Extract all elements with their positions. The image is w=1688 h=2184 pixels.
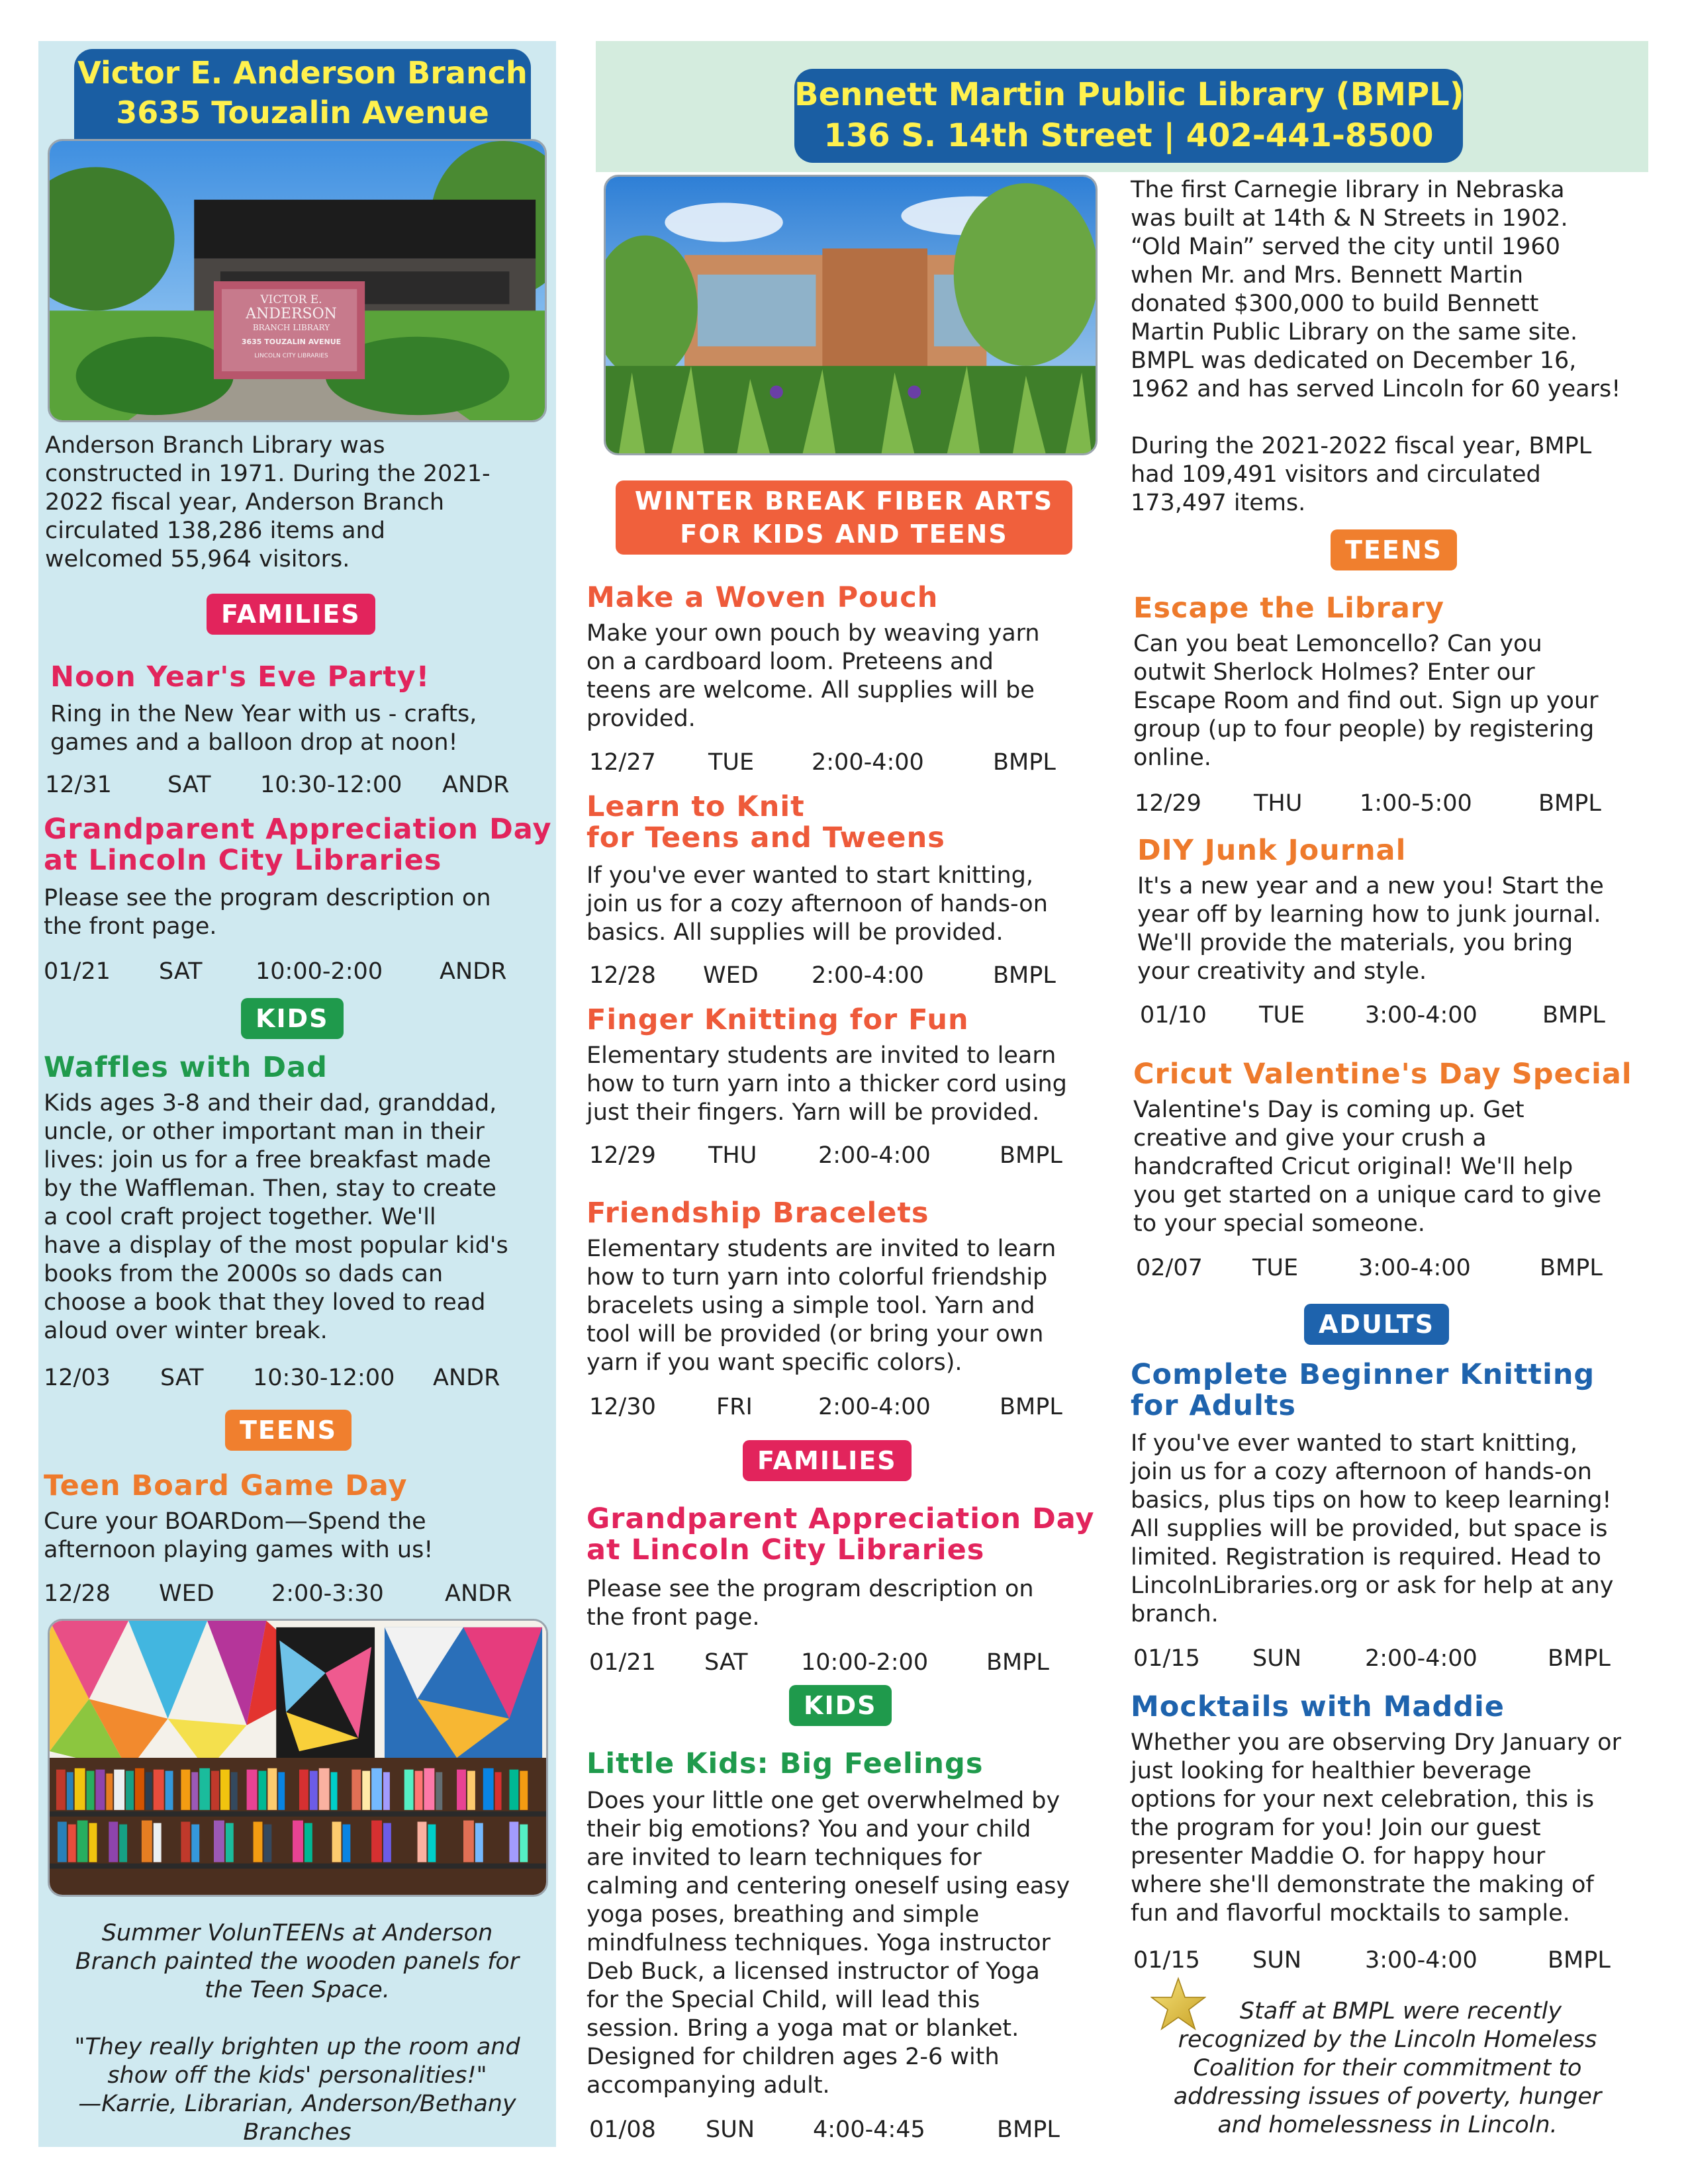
- event-title: Make a Woven Pouch: [586, 581, 939, 614]
- event-schedule: 12/29 THU 1:00-5:00 BMPL: [1135, 790, 1601, 817]
- event-description: Please see the program description on the front page.: [44, 885, 491, 940]
- bmpl-families-tag: FAMILIES: [743, 1440, 912, 1481]
- winter-break-tag: WINTER BREAK FIBER ARTS FOR KIDS AND TEENS: [616, 480, 1072, 555]
- event-description: If you've ever wanted to start knitting, join us for a cozy afternoon of hands-on basics, plus tips on how to keep learning! All supplies will be provided, but space is limited. Registration is required. Head to LincolnLibraries.org or ask for help at any branch.: [1131, 1430, 1614, 1627]
- bmpl-teens-tag: TEENS: [1331, 529, 1457, 570]
- event-schedule: 12/03 SAT 10:30-12:00 ANDR: [44, 1365, 500, 1391]
- event-description: Cure your BOARDom—Spend the afternoon playing games with us!: [44, 1508, 434, 1563]
- event-schedule: 01/21 SAT 10:00-2:00 BMPL: [589, 1649, 1049, 1676]
- anderson-kids-tag: KIDS: [241, 998, 344, 1039]
- event-title: Noon Year's Eve Party!: [50, 660, 430, 694]
- anderson-header: Victor E. Anderson Branch 3635 Touzalin Avenue: [74, 49, 531, 177]
- bmpl-header: Bennett Martin Public Library (BMPL) 136 S. 14th Street | 402-441-8500: [794, 69, 1463, 163]
- event-title: Finger Knitting for Fun: [586, 1003, 969, 1036]
- event-description: Kids ages 3-8 and their dad, granddad, uncle, or other important man in their lives: join us for a free breakfast made by the Waffleman. Then, stay to create a cool craft project together. We'll have a display of the most popular kid's books from the 2000s so dads can choose a book that they loved to read aloud over winter break.: [44, 1090, 508, 1344]
- event-title: Grandparent Appreciation Day at Lincoln City Libraries: [44, 813, 552, 877]
- anderson-sign: VICTOR E. ANDERSON BRANCH LIBRARY 3635 TOUZALIN AVENUE LINCOLN CITY LIBRARIES: [241, 293, 342, 359]
- event-schedule: 01/15 SUN 3:00-4:00 BMPL: [1133, 1947, 1611, 1974]
- event-schedule: 12/28 WED 2:00-4:00 BMPL: [589, 962, 1056, 989]
- bmpl-kids-tag: KIDS: [789, 1685, 892, 1726]
- event-description: It's a new year and a new you! Start the year off by learning how to junk journal. We'll provide the materials, you bring your creativity and style.: [1137, 873, 1604, 985]
- event-description: Valentine's Day is coming up. Get creative and give your crush a handcrafted Cricut original! We'll help you get started on a unique card to give to your special someone.: [1133, 1097, 1602, 1237]
- bmpl-building-photo: [604, 175, 1098, 455]
- bmpl-about-text: The first Carnegie library in Nebraska was built at 14th & N Streets in 1902. “Old Main” served the city until 1960 when Mr. and Mrs. Bennett Martin donated $300,000 to build Bennett Martin Public Library on the same site. BMPL was dedicated on December 16, 1962 and has served Lincoln for 60 years! During the 2021-2022 fiscal year, BMPL had 109,491 visitors and circulated 173,497 items.: [1131, 177, 1621, 516]
- event-schedule: 12/31 SAT 10:30-12:00 ANDR: [45, 772, 510, 798]
- bmpl-adults-tag: ADULTS: [1304, 1304, 1449, 1345]
- event-schedule: 01/08 SUN 4:00-4:45 BMPL: [589, 2116, 1060, 2143]
- event-title: Little Kids: Big Feelings: [586, 1747, 984, 1780]
- event-description: Can you beat Lemoncello? Can you outwit Sherlock Holmes? Enter our Escape Room and find out. Sign up your group (up to four people) by registering online.: [1133, 631, 1599, 771]
- event-title: Grandparent Appreciation Day at Lincoln City Libraries: [586, 1502, 1095, 1567]
- event-title: Teen Board Game Day: [44, 1469, 408, 1502]
- event-title: Mocktails with Maddie: [1131, 1690, 1505, 1723]
- event-description: Elementary students are invited to learn how to turn yarn into colorful friendship bracelets using a simple tool. Yarn and tool will be provided (or bring your own yarn if you want specific colors).: [586, 1236, 1056, 1376]
- event-description: Whether you are observing Dry January or just looking for healthier beverage options for your next celebration, this is the program for you! Join our guest presenter Maddie O. for happy hour where she'll demonstrate the making of fun and flavorful mocktails to sample.: [1131, 1729, 1621, 1927]
- anderson-teens-tag: TEENS: [225, 1410, 352, 1451]
- anderson-branch-photo: [48, 139, 547, 422]
- event-schedule: 02/07 TUE 3:00-4:00 BMPL: [1136, 1255, 1603, 1281]
- event-title: Waffles with Dad: [44, 1051, 328, 1084]
- event-schedule: 01/15 SUN 2:00-4:00 BMPL: [1133, 1645, 1611, 1672]
- event-schedule: 12/28 WED 2:00-3:30 ANDR: [44, 1580, 512, 1607]
- event-title: DIY Junk Journal: [1137, 834, 1407, 867]
- event-description: If you've ever wanted to start knitting, join us for a cozy afternoon of hands-on basics. All supplies will be provided.: [586, 862, 1048, 946]
- anderson-about-text: Anderson Branch Library was constructed in 1971. During the 2021- 2022 fiscal year, Anderson Branch circulated 138,286 items and welcomed 55,964 visitors.: [45, 432, 491, 572]
- event-title: Escape the Library: [1133, 592, 1445, 625]
- event-title: Friendship Bracelets: [586, 1197, 929, 1230]
- event-schedule: 12/30 FRI 2:00-4:00 BMPL: [589, 1394, 1062, 1420]
- teen-space-caption: Summer VolunTEENs at Anderson Branch painted the wooden panels for the Teen Space. "They really brighten up the room and show off the kids' personalities!" —Karrie, Librarian, Anderson/Bethany Branches: [74, 1920, 520, 2146]
- event-schedule: 12/29 THU 2:00-4:00 BMPL: [589, 1142, 1062, 1169]
- event-title: Learn to Knit for Teens and Tweens: [586, 790, 945, 854]
- event-title: Complete Beginner Knitting for Adults: [1131, 1358, 1595, 1422]
- event-description: Does your little one get overwhelmed by their big emotions? You and your child are invited to learn techniques for calming and centering oneself using easy yoga poses, breathing and simple mindfulness techniques. Yoga instructor Deb Buck, a licensed instructor of Yoga for the Special Child, will lead this session. Bring a yoga mat or blanket. Designed for children ages 2-6 with accompanying adult.: [586, 1788, 1070, 2099]
- event-schedule: 01/10 TUE 3:00-4:00 BMPL: [1140, 1002, 1605, 1028]
- event-description: Make your own pouch by weaving yarn on a cardboard loom. Preteens and teens are welcome. All supplies will be provided.: [586, 620, 1040, 732]
- event-schedule: 12/27 TUE 2:00-4:00 BMPL: [589, 749, 1056, 776]
- event-description: Elementary students are invited to learn how to turn yarn into a thicker cord using just their fingers. Yarn will be provided.: [586, 1042, 1067, 1126]
- event-title: Cricut Valentine's Day Special: [1133, 1058, 1632, 1091]
- event-description: Please see the program description on the front page.: [586, 1576, 1034, 1631]
- event-description: Ring in the New Year with us - crafts, games and a balloon drop at noon!: [50, 701, 477, 756]
- teen-space-photo: [48, 1619, 548, 1897]
- event-schedule: 01/21 SAT 10:00-2:00 ANDR: [44, 958, 507, 985]
- bmpl-recognition-caption: Staff at BMPL were recently recognized by the Lincoln Homeless Coalition for their commitment to addressing issues of poverty, hunger and homelessness in Lincoln.: [1173, 1998, 1602, 2138]
- anderson-families-tag: FAMILIES: [207, 594, 375, 635]
